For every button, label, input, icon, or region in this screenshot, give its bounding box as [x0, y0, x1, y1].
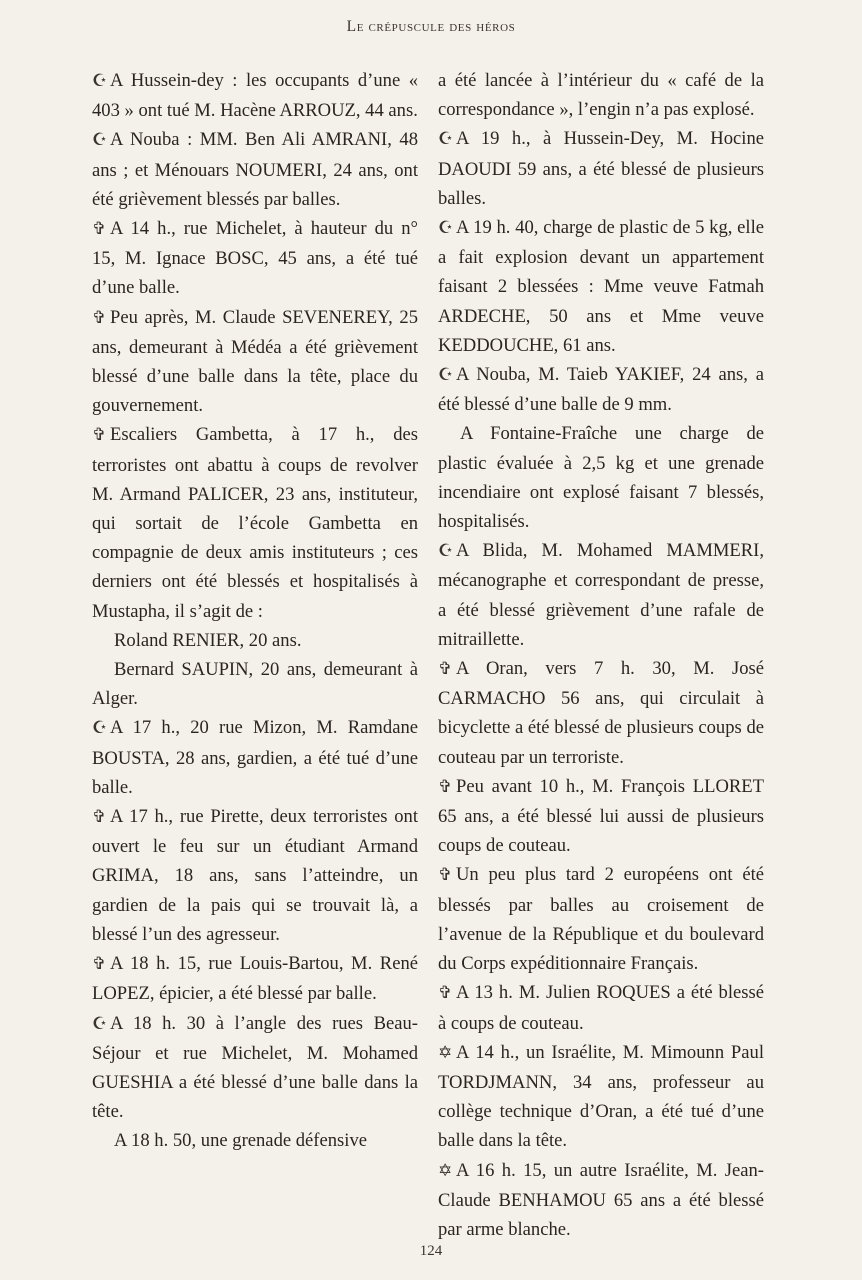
paragraph-text: Peu avant 10 h., M. François LLORET 65 ans, a été blessé lui aussi de plusieurs coups de couteau. — [438, 775, 764, 857]
paragraph-text: A Blida, M. Mohamed MAMMERI, mécanographe et correspondant de presse, a été blessé grièvement d’une rafale de mitraillette. — [438, 540, 764, 650]
paragraph-text: A Fontaine-Fraîche une charge de plastic évaluée à 2,5 kg et une grenade incendiaire ont explosé faisant 7 blessés, hospitalisés. — [438, 423, 764, 533]
crescent-icon: ☪ — [438, 365, 454, 386]
cross-icon: ✞ — [438, 865, 453, 886]
cross-icon: ✞ — [92, 807, 107, 828]
paragraph-text: A Hussein-dey : les occupants d’une « 403 » ont tué M. Hacène ARROUZ, 44 ans. — [92, 70, 418, 122]
paragraph — [438, 124, 764, 213]
paragraph — [92, 214, 418, 303]
cross-icon: ✞ — [438, 983, 453, 1004]
paragraph-text: Bernard SAUPIN, 20 ans, demeurant à Alger. — [92, 659, 418, 710]
paragraph-text: A 14 h., rue Michelet, à hauteur du n° 15, M. Ignace BOSC, 45 ans, a été tué d’une balle. — [92, 218, 418, 299]
paragraph-text: A 19 h. 40, charge de plastic de 5 kg, elle a fait explosion devant un appartement faisant 2 blessées : Mme veuve Fatmah ARDECHE, 50 ans et Mme veuve KEDDOUCHE, 61 ans. — [438, 217, 764, 356]
paragraph-text: Roland RENIER, 20 ans. — [114, 629, 302, 651]
left-column — [92, 66, 418, 1156]
paragraph — [92, 802, 418, 949]
paragraph — [438, 536, 764, 654]
cross-icon: ✞ — [92, 307, 107, 328]
paragraph-text: A Nouba, M. Taieb YAKIEF, 24 ans, a été blessé d’une balle de 9 mm. — [438, 364, 764, 416]
paragraph — [92, 66, 418, 125]
paragraph — [438, 1038, 764, 1156]
paragraph — [92, 1126, 418, 1155]
paragraph — [438, 978, 764, 1037]
paragraph — [92, 125, 418, 214]
cross-icon: ✞ — [92, 219, 107, 240]
paragraph — [438, 1156, 764, 1245]
paragraph — [92, 1009, 418, 1127]
cross-icon: ✞ — [438, 659, 453, 680]
paragraph-text: A Oran, vers 7 h. 30, M. José CARMACHO 56 ans, qui circulait à bicyclette a été blessé de plusieurs coups de couteau par un terroriste. — [438, 658, 764, 768]
crescent-icon: ☪ — [438, 541, 454, 562]
paragraph — [438, 419, 764, 536]
paragraph-text: A 18 h. 30 à l’angle des rues Beau-Séjour et rue Michelet, M. Mohamed GUESHIA a été blessé d’une balle dans la tête. — [92, 1012, 418, 1123]
right-column — [438, 66, 764, 1244]
paragraph-text: A 14 h., un Israélite, M. Mimounn Paul TORDJMANN, 34 ans, professeur au collège technique d’Oran, a été tué d’une balle dans la tête. — [438, 1041, 764, 1152]
paragraph-text: Un peu plus tard 2 européens ont été blessés par balles au croisement de l’avenue de la République et du boulevard du Corps expéditionnaire Français. — [438, 864, 764, 975]
star-of-david-icon: ✡ — [438, 1160, 453, 1181]
paragraph-text: A 17 h., rue Pirette, deux terroristes ont ouvert le feu sur un étudiant Armand GRIMA, 18 ans, sans l’atteindre, un gardien de la pais qui se trouvait là, a blessé l’un des agresseur. — [92, 806, 418, 945]
crescent-icon: ☪ — [92, 718, 108, 739]
cross-icon: ✞ — [92, 425, 107, 446]
paragraph-text: A 17 h., 20 rue Mizon, M. Ramdane BOUSTA, 28 ans, gardien, a été tué d’une balle. — [92, 717, 418, 798]
paragraph — [438, 654, 764, 772]
paragraph — [92, 626, 418, 655]
paragraph-text: A Nouba : MM. Ben Ali AMRANI, 48 ans ; et Ménouars NOUMERI, 24 ans, ont été grièvement blessés par balles. — [92, 129, 418, 210]
crescent-icon: ☪ — [438, 129, 454, 150]
paragraph-text: A 13 h. M. Julien ROQUES a été blessé à coups de couteau. — [438, 982, 764, 1034]
crescent-icon: ☪ — [438, 218, 454, 239]
paragraph — [92, 420, 418, 625]
paragraph-text: A 16 h. 15, un autre Israélite, M. Jean-Claude BENHAMOU 65 ans a été blessé par arme blanche. — [438, 1159, 764, 1240]
paragraph-text: A 18 h. 15, rue Louis-Bartou, M. René LOPEZ, épicier, a été blessé par balle. — [92, 953, 418, 1005]
paragraph — [92, 949, 418, 1008]
crescent-icon: ☪ — [92, 130, 108, 151]
paragraph — [438, 860, 764, 978]
paragraph-text: Peu après, M. Claude SEVENEREY, 25 ans, demeurant à Médéa a été grièvement blessé d’une balle dans la tête, place du gouvernement. — [92, 306, 418, 417]
crescent-icon: ☪ — [92, 71, 108, 91]
paragraph — [438, 360, 764, 419]
crescent-icon: ☪ — [92, 1013, 108, 1034]
running-head: Le crépuscule des héros — [346, 18, 516, 35]
paragraph-text: A 19 h., à Hussein-Dey, M. Hocine DAOUDI 59 ans, a été blessé de plusieurs balles. — [438, 128, 764, 209]
page-number: 124 — [419, 1243, 443, 1259]
paragraph — [92, 713, 418, 802]
cross-icon: ✞ — [438, 776, 453, 797]
paragraph — [92, 303, 418, 421]
paragraph — [438, 772, 764, 861]
paragraph — [92, 655, 418, 713]
paragraph — [438, 66, 764, 124]
paragraph-text: Escaliers Gambetta, à 17 h., des terroristes ont abattu à coups de revolver M. Armand PALICER, 23 ans, instituteur, qui sortait de l’école Gambetta en compagnie de deux amis instituteurs ; ces derniers ont été blessés et hospitalisés à Mustapha, il s’agit de : — [92, 424, 418, 622]
star-of-david-icon: ✡ — [438, 1042, 453, 1063]
cross-icon: ✞ — [92, 954, 107, 975]
paragraph — [438, 213, 764, 360]
paragraph-text: a été lancée à l’intérieur du « café de la correspondance », l’engin n’a pas explosé. — [438, 70, 764, 121]
paragraph-text: A 18 h. 50, une grenade défensive — [114, 1130, 368, 1152]
